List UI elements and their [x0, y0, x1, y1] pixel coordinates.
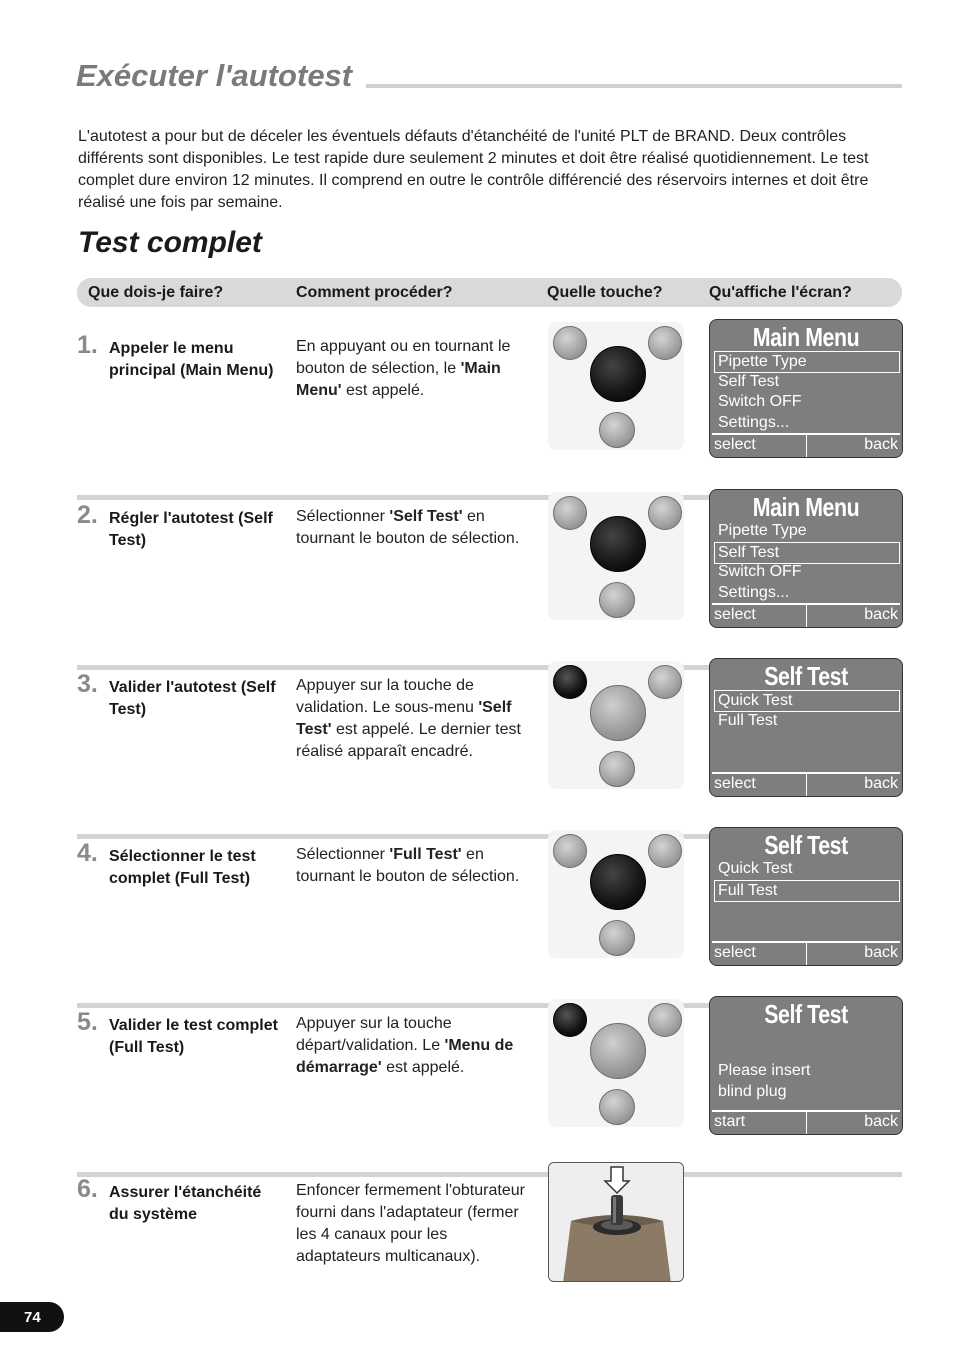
body-text: en tournant le bouton de sélection. — [296, 846, 520, 885]
step-number: 2. — [77, 501, 98, 529]
validation-key-icon — [553, 665, 587, 699]
softkey-right-label: back — [864, 775, 898, 792]
bottom-key-icon — [599, 582, 635, 618]
menu-item: Self Test — [718, 372, 780, 390]
keypad-illustration — [548, 999, 684, 1127]
softkey-divider — [806, 605, 807, 627]
step-number: 4. — [77, 839, 98, 867]
softkey-left-label: start — [714, 1113, 746, 1130]
step-number: 1. — [77, 331, 98, 359]
selection-wheel-icon — [590, 346, 646, 402]
step-what: Valider le test complet (Full Test) — [109, 1017, 278, 1056]
body-text: Sélectionner — [296, 846, 390, 863]
body-text: en tournant le bouton de sélection. — [296, 508, 520, 547]
header-which-key: Quelle touche? — [547, 284, 663, 301]
bottom-key-icon — [599, 751, 635, 787]
body-text: Sélectionner — [296, 508, 390, 525]
menu-item-selected: Quick Test — [714, 690, 900, 712]
menu-item: Settings... — [718, 583, 790, 601]
menu-item-selected: Full Test — [714, 880, 900, 902]
step-what: Régler l'autotest (Self Test) — [109, 510, 273, 549]
page-number-tab — [0, 1302, 64, 1332]
emphasis-text: 'Full Test' — [389, 846, 462, 863]
emphasis-text: 'Self Test' — [389, 508, 463, 525]
softkey-right-label: back — [864, 944, 898, 961]
body-text: En appuyant ou en tournant le bouton de sélection, le — [296, 338, 511, 377]
header-display: Qu'affiche l'écran? — [709, 284, 852, 301]
body-text: est appelé. — [341, 382, 425, 399]
display-screen — [709, 489, 903, 628]
section-title: Test complet — [78, 226, 262, 259]
softkey-left-label: select — [714, 436, 756, 453]
step-number: 5. — [77, 1008, 98, 1036]
softkey-left-label: select — [714, 775, 756, 792]
left-key-icon — [553, 496, 587, 530]
step-how — [296, 844, 528, 888]
step-how — [296, 1180, 528, 1268]
menu-item: Switch OFF — [718, 393, 802, 410]
menu-item: Full Test — [718, 711, 778, 729]
step-what: Assurer l'étanchéité du système — [109, 1184, 262, 1223]
step-1 — [77, 322, 902, 500]
step-5 — [77, 999, 902, 1177]
selection-wheel-icon — [590, 516, 646, 572]
softkey-right-label: back — [864, 436, 898, 453]
softkey-left-label: select — [714, 606, 756, 623]
keypad-illustration — [548, 830, 684, 958]
display-screen — [709, 996, 903, 1135]
emphasis-text: 'Menu de démarrage' — [296, 1037, 514, 1076]
selection-wheel-icon — [590, 1023, 646, 1079]
body-text: Enfoncer fermement l'obturateur fourni dans l'adaptateur (fermer les 4 canaux pour les adaptateurs multicanaux). — [296, 1182, 525, 1265]
bottom-key-icon — [599, 412, 635, 448]
right-key-icon — [648, 834, 682, 868]
softkey-divider — [806, 943, 807, 965]
menu-item: Pipette Type — [718, 522, 807, 539]
step-number: 3. — [77, 670, 98, 698]
step-6 — [77, 1176, 902, 1296]
display-screen — [709, 658, 903, 797]
menu-item-selected: Self Test — [714, 542, 900, 564]
header-what: Que dois-je faire? — [88, 284, 224, 301]
heading-rule — [366, 84, 902, 88]
keypad-illustration — [548, 492, 684, 620]
bottom-key-icon — [599, 920, 635, 956]
step-how — [296, 675, 528, 763]
body-text: Appuyer sur la touche départ/validation. Le — [296, 1015, 452, 1054]
display-screen — [709, 319, 903, 458]
menu-item: Settings... — [718, 413, 790, 431]
header-how: Comment procéder? — [296, 284, 453, 301]
body-text: est appelé. — [381, 1059, 465, 1076]
screen-message: blind plug — [718, 1083, 787, 1100]
step-3 — [77, 661, 902, 839]
right-key-icon — [648, 665, 682, 699]
step-4 — [77, 830, 902, 1008]
emphasis-text: 'Self Test' — [296, 699, 512, 738]
right-key-icon — [648, 496, 682, 530]
start-key-icon — [553, 1003, 587, 1037]
blind-plug-photo — [548, 1162, 684, 1282]
left-key-icon — [553, 326, 587, 360]
softkey-left-label: select — [714, 944, 756, 961]
menu-item: Quick Test — [718, 860, 793, 877]
display-screen — [709, 827, 903, 966]
right-key-icon — [648, 326, 682, 360]
step-how — [296, 336, 528, 402]
step-2 — [77, 492, 902, 670]
keypad-illustration — [548, 661, 684, 789]
screen-title: Self Test — [764, 999, 848, 1029]
step-what: Appeler le menu principal (Main Menu) — [109, 340, 274, 379]
softkey-right-label: back — [864, 1113, 898, 1130]
softkey-right-label: back — [864, 606, 898, 623]
screen-title: Main Menu — [752, 322, 860, 352]
step-what: Sélectionner le test complet (Full Test) — [109, 848, 256, 887]
screen-message: Please insert — [718, 1062, 811, 1079]
softkey-divider — [806, 435, 807, 457]
intro-paragraph: L'autotest a pour but de déceler les éventuels défauts d'étanchéité de l'unité PLT de BRAND. Deux contrôles différents sont disponibles. Le test rapide dure seulement 2 minutes et doit être réalisé quotidiennement. Le test complet dure environ 12 minutes. Il comprend en outre le contrôle différencié des réservoirs internes et doit être réalisé une fois par semaine. — [78, 128, 869, 211]
body-text: Appuyer sur la touche de validation. Le sous-menu — [296, 677, 479, 716]
body-text: est appelé. Le dernier test réalisé apparaît encadré. — [296, 721, 521, 760]
softkey-divider — [806, 774, 807, 796]
step-how — [296, 506, 528, 550]
selection-wheel-icon — [590, 685, 646, 741]
step-what: Valider l'autotest (Self Test) — [109, 679, 276, 718]
left-key-icon — [553, 834, 587, 868]
screen-title: Self Test — [764, 661, 848, 691]
blind-plug-insertion-icon — [549, 1163, 684, 1282]
menu-item-selected: Pipette Type — [714, 351, 900, 373]
emphasis-text: 'Main Menu' — [296, 360, 501, 399]
bottom-key-icon — [599, 1089, 635, 1125]
screen-title: Self Test — [764, 830, 848, 860]
page-number: 74 — [24, 1309, 41, 1326]
right-key-icon — [648, 1003, 682, 1037]
step-number: 6. — [77, 1175, 98, 1203]
step-how — [296, 1013, 528, 1079]
page-heading: Exécuter l'autotest — [76, 58, 353, 93]
screen-title: Main Menu — [752, 492, 860, 522]
softkey-divider — [806, 1112, 807, 1134]
keypad-illustration — [548, 322, 684, 450]
menu-item: Switch OFF — [718, 563, 802, 580]
selection-wheel-icon — [590, 854, 646, 910]
